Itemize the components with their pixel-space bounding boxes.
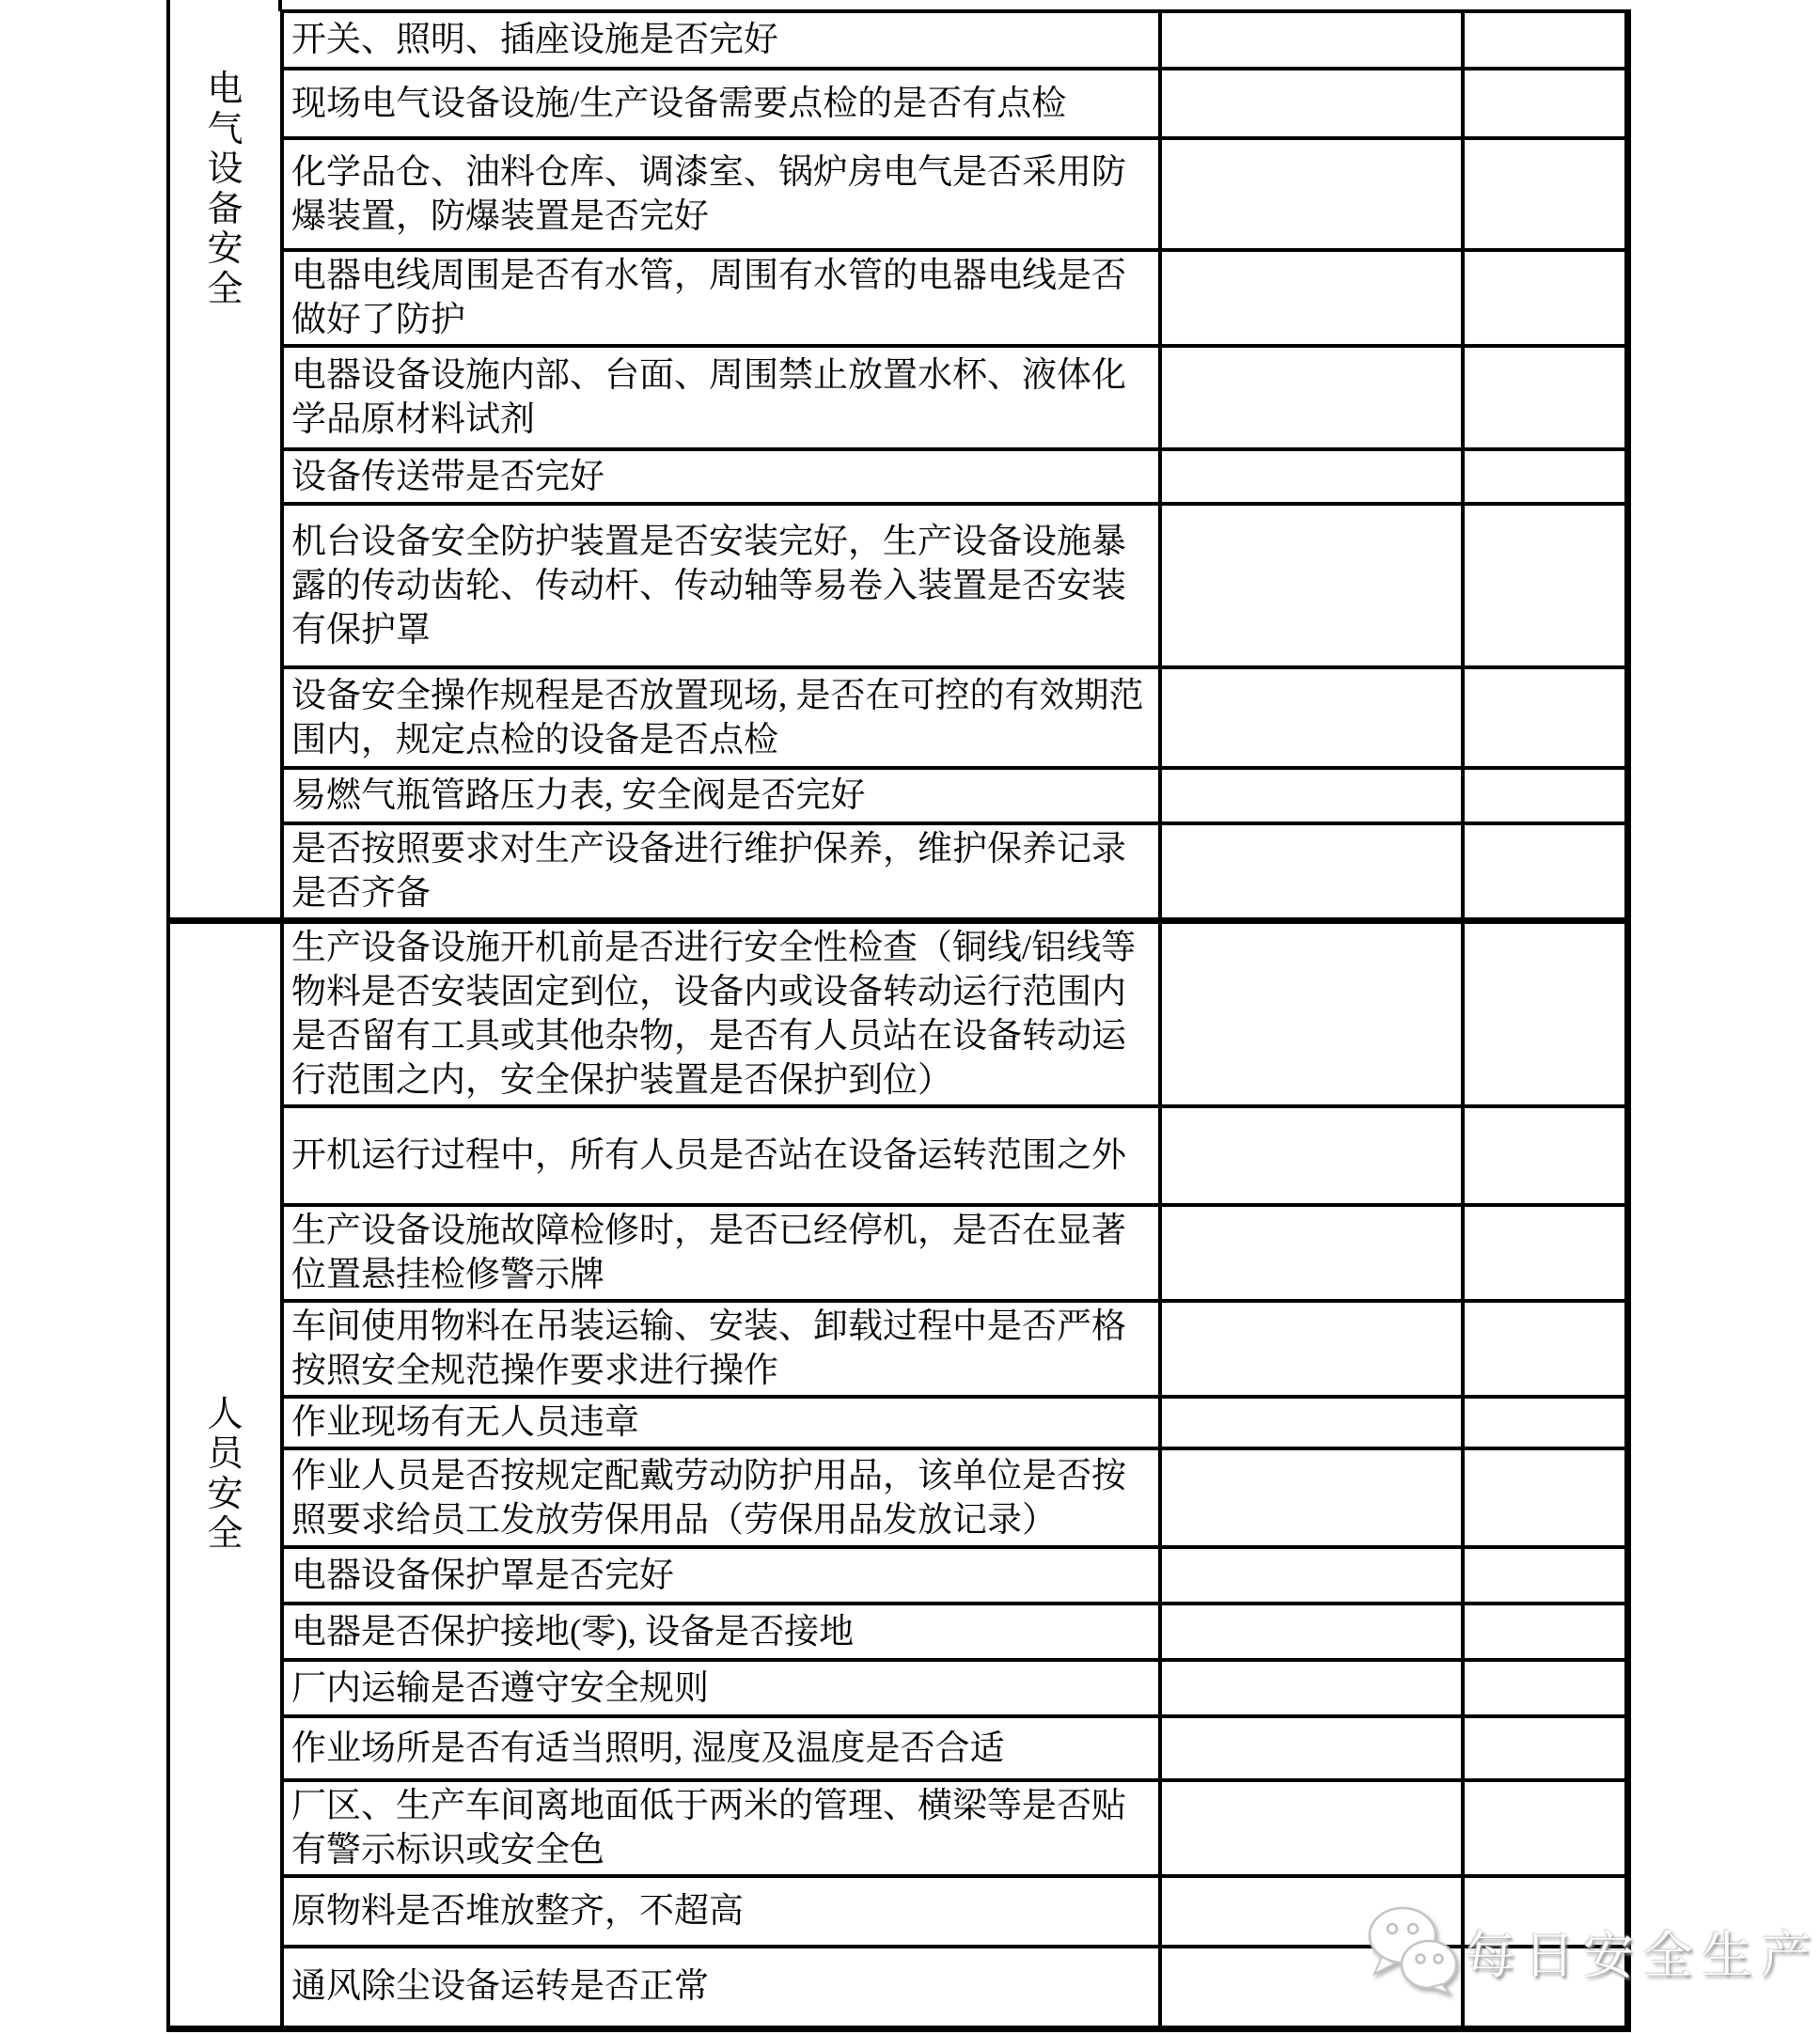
checklist-tbody	[168, 11, 1627, 2028]
checklist-item-cell: 易燃气瓶管路压力表, 安全阀是否完好	[282, 768, 1160, 823]
table-row	[168, 768, 1627, 823]
checklist-item-cell: 设备安全操作规程是否放置现场, 是否在可控的有效期范围内，规定点检的设备是否点检	[282, 667, 1160, 768]
table-row	[168, 921, 1627, 1107]
checklist-item-cell: 电器设备保护罩是否完好	[282, 1547, 1160, 1604]
checklist-item-cell: 电器设备设施内部、台面、周围禁止放置水杯、液体化学品原材料试剂	[282, 346, 1160, 449]
remark-cell	[1463, 449, 1627, 504]
check-result-cell	[1160, 1448, 1463, 1547]
check-result-cell	[1160, 504, 1463, 667]
category-cell-personnel-safety	[168, 921, 282, 2029]
remark-cell	[1463, 1448, 1627, 1547]
remark-cell	[1463, 1106, 1627, 1205]
check-result-cell	[1160, 449, 1463, 504]
category-label: 人员安全	[207, 1394, 243, 1555]
remark-cell	[1463, 667, 1627, 768]
table-row	[168, 504, 1627, 667]
check-result-cell	[1160, 1205, 1463, 1301]
checklist-item-cell: 原物料是否堆放整齐，不超高	[282, 1876, 1160, 1947]
table-row	[168, 823, 1627, 921]
table-row	[168, 1448, 1627, 1547]
check-result-cell	[1160, 1780, 1463, 1876]
checklist-item-cell: 通风除尘设备运转是否正常	[282, 1947, 1160, 2028]
remark-cell	[1463, 1301, 1627, 1397]
check-result-cell	[1160, 1397, 1463, 1448]
table-row	[168, 250, 1627, 346]
remark-cell	[1463, 1716, 1627, 1780]
checklist-item-cell: 设备传送带是否完好	[282, 449, 1160, 504]
table-row	[168, 1106, 1627, 1205]
remark-cell	[1463, 921, 1627, 1107]
check-result-cell	[1160, 667, 1463, 768]
checklist-item-cell: 现场电气设备设施/生产设备需要点检的是否有点检	[282, 69, 1160, 138]
remark-cell	[1463, 138, 1627, 250]
table-row	[168, 1660, 1627, 1716]
remark-cell	[1463, 768, 1627, 823]
checklist-item-cell: 电器是否保护接地(零), 设备是否接地	[282, 1604, 1160, 1660]
check-result-cell	[1160, 69, 1463, 138]
table-row	[168, 1301, 1627, 1397]
checklist-item-cell: 厂区、生产车间离地面低于两米的管理、横梁等是否贴有警示标识或安全色	[282, 1780, 1160, 1876]
check-result-cell	[1160, 768, 1463, 823]
watermark-text: 每日安全生产	[1465, 1928, 1820, 1984]
checklist-item-cell: 开机运行过程中，所有人员是否站在设备运转范围之外	[282, 1106, 1160, 1205]
wechat-icon	[1365, 1904, 1461, 1999]
table-row	[168, 1780, 1627, 1876]
check-result-cell	[1160, 1716, 1463, 1780]
table-row	[168, 1205, 1627, 1301]
checklist-item-cell: 车间使用物料在吊装运输、安装、卸载过程中是否严格按照安全规范操作要求进行操作	[282, 1301, 1160, 1397]
checklist-item-cell: 开关、照明、插座设施是否完好	[282, 11, 1160, 69]
check-result-cell	[1160, 11, 1463, 69]
table-row	[168, 138, 1627, 250]
check-result-cell	[1160, 823, 1463, 921]
check-result-cell	[1160, 1106, 1463, 1205]
category-cell-electrical-equipment-safety	[168, 11, 282, 921]
checklist-item-cell: 是否按照要求对生产设备进行维护保养，维护保养记录是否齐备	[282, 823, 1160, 921]
check-result-cell	[1160, 921, 1463, 1107]
remark-cell	[1463, 1547, 1627, 1604]
check-result-cell	[1160, 346, 1463, 449]
check-result-cell	[1160, 138, 1463, 250]
remark-cell	[1463, 1397, 1627, 1448]
remark-cell	[1463, 504, 1627, 667]
table-row	[168, 346, 1627, 449]
table-row	[168, 1397, 1627, 1448]
remark-cell	[1463, 1604, 1627, 1660]
watermark	[1365, 1904, 1820, 1999]
remark-cell	[1463, 11, 1627, 69]
remark-cell	[1463, 346, 1627, 449]
remark-cell	[1463, 1205, 1627, 1301]
remark-cell	[1463, 823, 1627, 921]
remark-cell	[1463, 69, 1627, 138]
checklist-item-cell: 作业场所是否有适当照明, 湿度及温度是否合适	[282, 1716, 1160, 1780]
table-row	[168, 1547, 1627, 1604]
check-result-cell	[1160, 1547, 1463, 1604]
check-result-cell	[1160, 1301, 1463, 1397]
checklist-item-cell: 生产设备设施开机前是否进行安全性检查（铜线/铝线等物料是否安装固定到位，设备内或设备转动运行范围内是否留有工具或其他杂物，是否有人员站在设备转动运行范围之内，安全保护装置是否保护到位）	[282, 921, 1160, 1107]
table-row	[168, 1604, 1627, 1660]
table-row	[168, 11, 1627, 69]
safety-inspection-checklist-table	[166, 9, 1631, 2032]
checklist-item-cell: 作业现场有无人员违章	[282, 1397, 1160, 1448]
category-label: 电气设备安全	[207, 70, 243, 309]
checklist-item-cell: 作业人员是否按规定配戴劳动防护用品，该单位是否按照要求给员工发放劳保用品（劳保用品发放记录）	[282, 1448, 1160, 1547]
checklist-item-cell: 化学品仓、油料仓库、调漆室、锅炉房电气是否采用防爆装置，防爆装置是否完好	[282, 138, 1160, 250]
checklist-item-cell: 机台设备安全防护装置是否安装完好，生产设备设施暴露的传动齿轮、传动杆、传动轴等易卷入装置是否安装有保护罩	[282, 504, 1160, 667]
checklist-item-cell: 生产设备设施故障检修时，是否已经停机，是否在显著位置悬挂检修警示牌	[282, 1205, 1160, 1301]
remark-cell	[1463, 1780, 1627, 1876]
table-row	[168, 449, 1627, 504]
remark-cell	[1463, 1660, 1627, 1716]
check-result-cell	[1160, 1604, 1463, 1660]
check-result-cell	[1160, 250, 1463, 346]
checklist-item-cell: 厂内运输是否遵守安全规则	[282, 1660, 1160, 1716]
table-row	[168, 1716, 1627, 1780]
table-row	[168, 69, 1627, 138]
checklist-item-cell: 电器电线周围是否有水管，周围有水管的电器电线是否做好了防护	[282, 250, 1160, 346]
table-row	[168, 667, 1627, 768]
remark-cell	[1463, 250, 1627, 346]
check-result-cell	[1160, 1660, 1463, 1716]
